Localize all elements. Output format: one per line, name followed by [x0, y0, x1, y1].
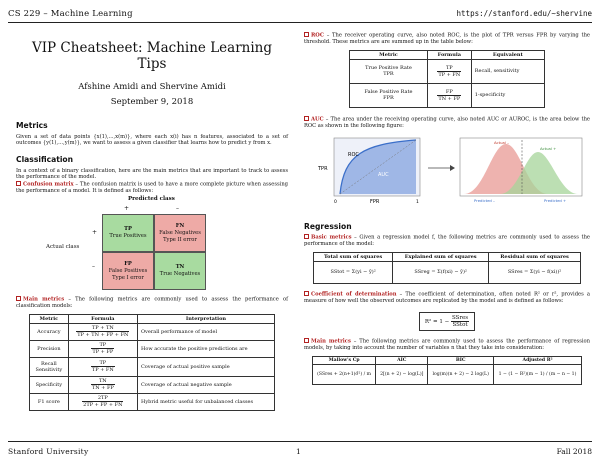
- cm-false-positive: [102, 252, 154, 290]
- tn-sub: True Negatives: [159, 271, 201, 278]
- equivalent: 1-specificity: [471, 83, 544, 107]
- header-course: CS 229 – Machine Learning: [8, 9, 133, 19]
- main-metrics-paragraph: [16, 296, 288, 310]
- formula: $\frac{TP}{TP + FN}$: [68, 357, 137, 376]
- authors: Afshine Amidi and Shervine Amidi: [78, 82, 226, 92]
- actual-class-label: Actual class: [46, 244, 80, 251]
- roc-label: ROC: [348, 152, 359, 159]
- th-total-sum: Total sum of squares: [314, 252, 393, 261]
- actual-plus-label: +: [92, 229, 98, 237]
- predicted-plus-label: +: [124, 205, 130, 213]
- fp-title: FP: [124, 260, 132, 267]
- fn-type: Type II error: [163, 236, 197, 243]
- bullet-square-icon: [16, 181, 21, 186]
- auc-text: – The area under the receiving operating curve, also noted AUC or AUROC, is the area below the ROC as shown in the following figure:: [304, 116, 590, 129]
- roc-text: – The receiver operating curve, also noted ROC, is the plot of TPR versus FPR by varying the threshold. These metrics are are summed up in the table below:: [304, 32, 590, 46]
- table-row: [30, 357, 275, 376]
- axis-one-label: 1: [416, 200, 419, 205]
- predicted-class-label: Predicted class: [128, 196, 175, 203]
- formula: $\frac{TN}{TN + FP}$: [68, 376, 137, 393]
- axis-zero-label: 0: [334, 200, 337, 205]
- table-row: [30, 376, 275, 393]
- formula: $\frac{FP}{TN + FP}$: [427, 83, 471, 107]
- metric-name: Precision: [30, 340, 69, 357]
- mallows-cp-formula: (SSres + 2(n+1)σ̂²) / m: [313, 364, 376, 384]
- metric-name: Accuracy: [30, 323, 69, 340]
- footer-university: Stanford University: [8, 447, 89, 456]
- confusion-matrix-text: – The confusion matrix is used to have a more complete picture when assessing the performance of a model. It is defined as follows:: [16, 181, 288, 194]
- table-row: [30, 393, 275, 410]
- interpretation: How accurate the positive predictions are: [137, 340, 274, 357]
- metric-name: F1 score: [30, 393, 69, 410]
- footer-rule: [8, 441, 592, 442]
- bullet-square-icon: [304, 32, 309, 37]
- cod-formula-wrap: [304, 308, 590, 331]
- th-bic: BIC: [428, 356, 494, 364]
- fpr-axis-label: FPR: [370, 199, 380, 205]
- th-adjusted-r2: Adjusted R²: [494, 356, 582, 364]
- roc-table: [349, 50, 545, 108]
- cm-false-negative: [154, 214, 206, 252]
- cod-formula: R² = 1 − $\frac{\text{SSres}}{\text{SStot}}$: [419, 312, 475, 331]
- tp-title: TP: [124, 226, 132, 233]
- interpretation: Coverage of actual negative sample: [137, 376, 274, 393]
- interpretation: Overall performance of model: [137, 323, 274, 340]
- confusion-matrix-paragraph: [16, 181, 288, 195]
- tn-title: TN: [175, 264, 185, 271]
- metric-name: Recall Sensitivity: [30, 357, 69, 376]
- th-mallows-cp: Mallow's Cp: [313, 356, 376, 364]
- basic-metrics-term: Basic metrics: [311, 234, 352, 241]
- metric-name: Specificity: [30, 376, 69, 393]
- classification-metrics-table: [29, 314, 275, 411]
- formula: $\frac{TP + TN}{TP + TN + FP + FN}$: [68, 323, 137, 340]
- basic-metrics-paragraph: [304, 234, 590, 248]
- th-metric: Metric: [30, 314, 69, 323]
- metrics-text: Given a set of data points {x(1),...,x(m)}, where each x(i) has n features, associated to a set of outcomes {y(1),...,y(m)}, we want to assess a given classifier that learns how to predict y from x.: [16, 134, 288, 147]
- regression-main-metrics-paragraph: [304, 338, 590, 352]
- footer-term: Fall 2018: [556, 447, 592, 456]
- auc-figure: [304, 132, 590, 204]
- roc-term: ROC: [311, 32, 324, 39]
- left-column: [16, 32, 288, 411]
- table-header-row: [314, 252, 581, 261]
- roc-plot: [317, 138, 420, 204]
- table-row: [350, 83, 545, 107]
- auc-label: AUC: [378, 172, 389, 179]
- predicted-positive-label: Predicted +: [544, 198, 567, 204]
- right-column: [304, 32, 590, 385]
- predicted-minus-label: –: [176, 205, 179, 213]
- explained-sum-formula: SSreg = Σ(f(xi) − ȳ)²: [393, 261, 489, 283]
- tp-sub: True Positives: [109, 233, 147, 240]
- regression-sums-table: [313, 252, 581, 284]
- interpretation: Coverage of actual positive sample: [137, 357, 274, 376]
- formula: $\frac{TP}{TP + FP}$: [68, 340, 137, 357]
- th-metric: Metric: [350, 50, 428, 59]
- formula: $\frac{2TP}{2TP + FP + FN}$: [68, 393, 137, 410]
- th-explained-sum: Explained sum of squares: [393, 252, 489, 261]
- main-metrics-term: Main metrics: [23, 296, 65, 303]
- auc-paragraph: [304, 116, 590, 130]
- header-rule: [8, 22, 592, 23]
- table-header-row: [313, 356, 582, 364]
- metric-name: False Positive Rate FPR: [350, 83, 428, 107]
- table-row: [30, 340, 275, 357]
- arrow-icon: [428, 165, 455, 171]
- adjusted-r2-formula: 1 − (1 − R²)(m − 1) / (m − n − 1): [494, 364, 582, 384]
- header-url[interactable]: https://stanford.edu/~shervine: [456, 9, 592, 18]
- th-interpretation: Interpretation: [137, 314, 274, 323]
- basic-metrics-text: – Given a regression model f, the following metrics are commonly used to assess the performance of the model:: [304, 234, 590, 248]
- table-row: [30, 323, 275, 340]
- table-row: [314, 261, 581, 283]
- classification-heading: Classification: [16, 154, 74, 164]
- bullet-square-icon: [304, 291, 309, 296]
- bic-formula: log(m)(n + 2) − 2 log(L): [428, 364, 494, 384]
- metrics-heading: Metrics: [16, 121, 48, 130]
- regression-heading: Regression: [304, 222, 352, 232]
- confusion-matrix-term: Confusion matrix: [23, 181, 74, 188]
- table-header-row: [350, 50, 545, 59]
- regression-main-metrics-text: – The following metrics are commonly used to assess the performance of regression models, by taking into account the number of variables n that they take into consideration:: [304, 338, 590, 352]
- bullet-square-icon: [304, 116, 309, 121]
- regression-main-metrics-term: Main metrics: [311, 338, 351, 345]
- classification-intro: In a context of a binary classification, here are the main metrics that are important to track to assess the performance of the model.: [16, 167, 288, 181]
- confusion-matrix: [16, 196, 288, 294]
- fn-sub: False Negatives: [159, 229, 201, 236]
- total-sum-formula: SStot = Σ(yi − ȳ)²: [314, 261, 393, 283]
- th-formula: Formula: [427, 50, 471, 59]
- page-title: VIP Cheatsheet: Machine Learning Tips: [31, 40, 273, 72]
- table-row: [313, 364, 582, 384]
- interpretation: Hybrid metric useful for unbalanced classes: [137, 393, 274, 410]
- bullet-square-icon: [304, 234, 309, 239]
- bullet-square-icon: [16, 296, 21, 301]
- residual-sum-formula: SSres = Σ(yi − f(xi))²: [489, 261, 581, 283]
- th-equivalent: Equivalent: [471, 50, 544, 59]
- cod-text: – The coefficient of determination, often noted R² or r², provides a measure of how well the observed outcomes are replicated by the model and is defined as follows:: [304, 291, 590, 304]
- fn-title: FN: [175, 222, 185, 229]
- table-header-row: [30, 314, 275, 323]
- date: September 9, 2018: [110, 97, 194, 107]
- th-formula: Formula: [68, 314, 137, 323]
- cm-true-positive: [102, 214, 154, 252]
- actual-minus-label: –: [92, 263, 95, 271]
- table-row: [350, 59, 545, 83]
- formula: $\frac{TP}{TP + FN}$: [427, 59, 471, 83]
- page-number: 1: [296, 447, 301, 456]
- actual-positive-label: Actual +: [540, 146, 557, 152]
- actual-negative-label: Actual –: [494, 140, 510, 146]
- aic-formula: 2[(n + 2) − log(L)]: [376, 364, 428, 384]
- roc-paragraph: [304, 32, 590, 46]
- metric-name: True Positive Rate TPR: [350, 59, 428, 83]
- cod-term: Coefficient of determination: [311, 291, 397, 298]
- bullet-square-icon: [304, 338, 309, 343]
- th-aic: AIC: [376, 356, 428, 364]
- cod-paragraph: [304, 291, 590, 305]
- fp-type: Type I error: [112, 274, 144, 281]
- equivalent: Recall, sensitivity: [471, 59, 544, 83]
- cm-true-negative: [154, 252, 206, 290]
- regression-criteria-table: [312, 356, 582, 385]
- predicted-negative-label: Predicted –: [474, 198, 495, 204]
- tpr-axis-label: TPR: [318, 166, 328, 173]
- distribution-plot: [460, 138, 582, 203]
- fp-sub: False Positives: [108, 267, 148, 274]
- th-residual-sum: Residual sum of squares: [489, 252, 581, 261]
- auc-term: AUC: [311, 116, 324, 123]
- main-metrics-text: – The following metrics are commonly used to assess the performance of classification models:: [16, 296, 289, 310]
